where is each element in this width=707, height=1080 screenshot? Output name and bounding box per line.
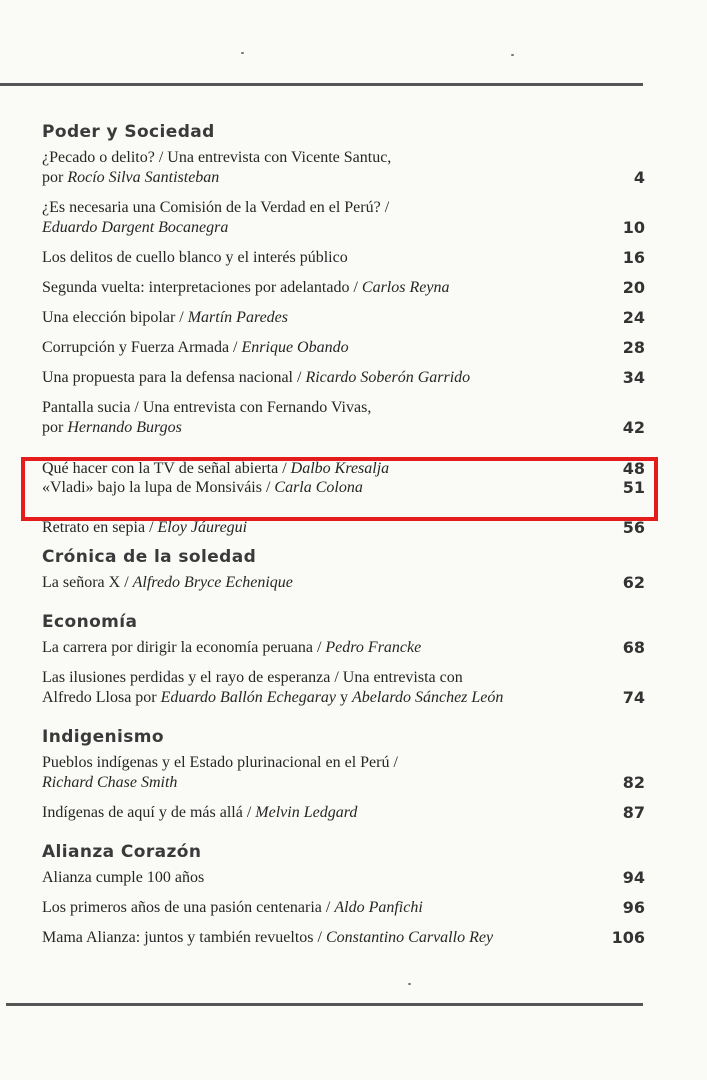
table-of-contents — [42, 120, 646, 965]
page-number: 56 — [622, 518, 645, 537]
toc-entry[interactable] — [42, 573, 646, 593]
toc-entry[interactable] — [42, 928, 646, 948]
page-number: 24 — [622, 308, 645, 327]
entry-text-part: por — [42, 419, 68, 436]
entry-text-part: Alianza cumple 100 años — [42, 869, 205, 886]
toc-section — [42, 610, 646, 708]
entry-text-part: La carrera por dirigir la economía peruana / — [42, 639, 326, 656]
entry-author: Alfredo Bryce Echenique — [132, 574, 293, 591]
page-number: 94 — [622, 868, 645, 887]
entry-title — [42, 278, 611, 298]
toc-entry[interactable] — [42, 518, 646, 538]
entry-author: Eloy Jáuregui — [157, 519, 248, 536]
entry-text-part: y — [336, 689, 353, 706]
entry-text-part: Pantalla sucia / Una entrevista con Fernando Vivas, — [42, 399, 372, 416]
toc-entry[interactable] — [42, 278, 646, 298]
section-title: Economía — [42, 612, 138, 632]
entry-text-part: Indígenas de aquí y de más allá / — [42, 804, 256, 821]
entry-author: Carlos Reyna — [361, 279, 450, 296]
entry-author: Enrique Obando — [241, 339, 349, 356]
bottom-rule — [6, 1003, 643, 1006]
entry-text-part: Una propuesta para la defensa nacional / — [42, 369, 306, 386]
entry-author: Melvin Ledgard — [255, 804, 358, 821]
entry-text-part: por — [42, 169, 68, 186]
entry-title — [42, 753, 611, 793]
toc-entry[interactable] — [42, 198, 646, 238]
entry-text-part: ¿Pecado o delito? / Una entrevista con Vicente Santuc, — [42, 149, 392, 166]
page-number: 28 — [622, 338, 645, 357]
entry-title — [42, 248, 611, 268]
page-number: 82 — [622, 773, 645, 792]
entry-text-part: Alfredo Llosa por — [42, 689, 161, 706]
toc-entry[interactable] — [42, 148, 646, 188]
entry-text-part: Qué hacer con la TV de señal abierta / — [42, 460, 291, 477]
section-title: Crónica de la soledad — [42, 547, 257, 567]
entry-text-part: Los delitos de cuello blanco y el interés público — [42, 249, 348, 266]
entry-text-part: «Vladi» bajo la lupa de Monsiváis / — [42, 479, 275, 496]
toc-entry[interactable] — [42, 248, 646, 268]
toc-section — [42, 545, 646, 593]
highlight-box — [21, 457, 658, 521]
entry-text-part: La señora X / — [42, 574, 133, 591]
entry-title — [42, 638, 611, 658]
page-number: 16 — [622, 248, 645, 267]
toc-entry[interactable] — [42, 368, 646, 388]
entry-author: Abelardo Sánchez León — [352, 689, 504, 706]
entry-text-part: Las ilusiones perdidas y el rayo de esperanza / Una entrevista con — [42, 669, 463, 686]
toc-entry[interactable] — [42, 803, 646, 823]
section-title: Indigenismo — [42, 727, 164, 747]
page-number: 106 — [611, 928, 645, 947]
entry-author: Constantino Carvallo Rey — [325, 929, 494, 946]
page-number: 87 — [622, 803, 645, 822]
entry-title — [42, 338, 611, 358]
entry-author: Rocío Silva Santisteban — [67, 169, 220, 186]
entry-author: Aldo Panfichi — [334, 899, 423, 916]
entry-text-part: Mama Alianza: juntos y también revueltos / — [42, 929, 326, 946]
toc-entry[interactable] — [42, 638, 646, 658]
entry-author: Ricardo Soberón Garrido — [305, 369, 471, 386]
section-title: Alianza Corazón — [42, 842, 202, 862]
entry-author: Dalbo Kresalja — [290, 460, 390, 477]
entry-text-part: Segunda vuelta: interpretaciones por adelantado / — [42, 279, 362, 296]
paper-speck — [408, 983, 411, 985]
toc-entry[interactable] — [42, 668, 646, 708]
entry-title — [42, 308, 611, 328]
entry-text-part: ¿Es necesaria una Comisión de la Verdad en el Perú? / — [42, 199, 390, 216]
entry-title — [42, 803, 611, 823]
page-number: 51 — [622, 478, 645, 497]
entry-title — [42, 898, 611, 918]
entry-text-part: Retrato en sepia / — [42, 519, 158, 536]
entry-author: Martín Paredes — [187, 309, 288, 326]
entry-text-part: Corrupción y Fuerza Armada / — [42, 339, 242, 356]
entry-title — [42, 928, 611, 948]
paper-speck — [241, 52, 244, 54]
page-number: 42 — [622, 418, 645, 437]
entry-text-part: Los primeros años de una pasión centenaria / — [42, 899, 335, 916]
entry-author: Eduardo Dargent Bocanegra — [42, 219, 229, 236]
toc-entry[interactable] — [42, 753, 646, 793]
entry-author: Eduardo Ballón Echegaray — [160, 689, 337, 706]
page-number: 74 — [622, 688, 645, 707]
entry-title — [42, 198, 611, 238]
page-number: 96 — [622, 898, 645, 917]
toc-section — [42, 725, 646, 823]
entry-text-part: Una elección bipolar / — [42, 309, 188, 326]
section-title: Poder y Sociedad — [42, 122, 215, 142]
entry-text-part: Pueblos indígenas y el Estado plurinacional en el Perú / — [42, 754, 398, 771]
entry-author: Hernando Burgos — [67, 419, 182, 436]
paper-speck — [511, 54, 514, 56]
entry-author: Pedro Francke — [325, 639, 422, 656]
toc-entry[interactable] — [42, 338, 646, 358]
page-number: 68 — [622, 638, 645, 657]
entry-title — [42, 368, 611, 388]
toc-entry[interactable] — [42, 898, 646, 918]
page-number: 34 — [622, 368, 645, 387]
entry-title — [42, 148, 611, 188]
entry-title — [42, 573, 611, 593]
toc-section — [42, 840, 646, 948]
toc-entry[interactable] — [42, 868, 646, 888]
page-number: 4 — [633, 168, 645, 187]
toc-entry[interactable] — [42, 398, 646, 438]
page-number: 48 — [622, 459, 645, 478]
entry-title — [42, 398, 611, 438]
entry-author: Richard Chase Smith — [42, 774, 178, 791]
entry-title — [42, 868, 611, 888]
entry-author: Carla Colona — [274, 479, 363, 496]
page-number: 20 — [622, 278, 645, 297]
top-rule — [0, 83, 643, 86]
page-number: 10 — [622, 218, 645, 237]
entry-title — [42, 518, 611, 538]
toc-entry[interactable] — [42, 308, 646, 328]
page-number: 62 — [622, 573, 645, 592]
entry-title — [42, 668, 611, 708]
